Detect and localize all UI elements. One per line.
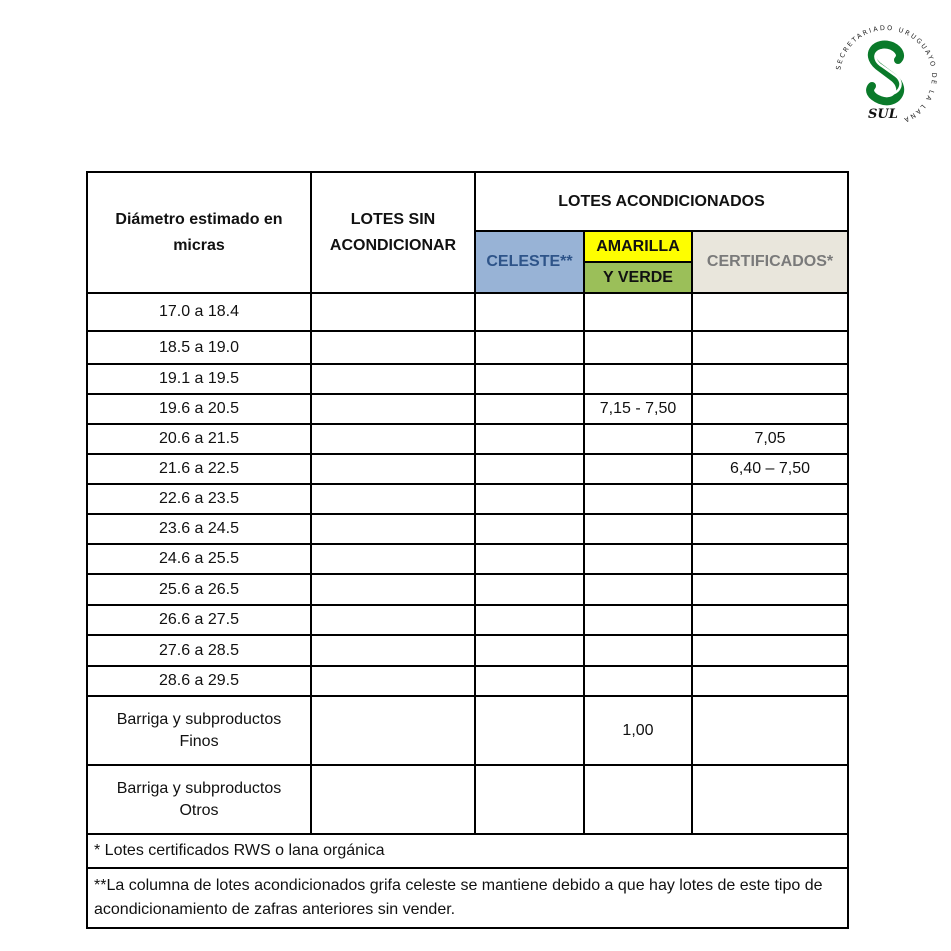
cell-sin (311, 544, 475, 574)
row-label-line-1: Barriga y subproductos (116, 779, 282, 797)
unconditioned-header-label: LOTES SIN ACONDICIONAR (329, 210, 457, 254)
table-row (87, 605, 848, 635)
cell-amarilla (584, 331, 692, 364)
cell-cert (692, 544, 848, 574)
row-label: 17.0 a 18.4 (87, 293, 311, 331)
cell-cert (692, 331, 848, 364)
row-label: 20.6 a 21.5 (87, 424, 311, 454)
table-row (87, 331, 848, 364)
conditioned-group-label: LOTES ACONDICIONADOS (558, 192, 765, 210)
cell-celeste (475, 484, 584, 514)
cell-cert (692, 394, 848, 424)
table-row (87, 424, 848, 454)
cell-celeste (475, 544, 584, 574)
price-table (86, 171, 849, 929)
table-row-barriga-finos (87, 696, 848, 765)
row-label-line-2: Finos (179, 732, 219, 750)
row-label: 22.6 a 23.5 (87, 484, 311, 514)
row-label: 26.6 a 27.5 (87, 605, 311, 635)
cell-amarilla (584, 454, 692, 484)
cell-amarilla (584, 484, 692, 514)
cell-cert (692, 484, 848, 514)
table-row (87, 635, 848, 666)
table-row (87, 574, 848, 605)
cell-amarilla (584, 635, 692, 666)
diameter-header (87, 172, 311, 293)
cell-celeste (475, 765, 584, 834)
certificados-header (692, 231, 848, 293)
cell-celeste (475, 424, 584, 454)
row-label: 19.6 a 20.5 (87, 394, 311, 424)
cell-amarilla (584, 293, 692, 331)
cell-cert (692, 666, 848, 696)
certificados-header-label: CERTIFICADOS* (706, 253, 834, 270)
row-label: 18.5 a 19.0 (87, 331, 311, 364)
cell-cert (692, 293, 848, 331)
cell-sin (311, 514, 475, 544)
cell-amarilla (584, 424, 692, 454)
cell-cert (692, 605, 848, 635)
table-row (87, 394, 848, 424)
cell-cert (692, 765, 848, 834)
cell-amarilla (584, 574, 692, 605)
cell-sin (311, 574, 475, 605)
cell-sin (311, 696, 475, 765)
cell-amarilla (584, 544, 692, 574)
cell-amarilla (584, 666, 692, 696)
cell-celeste (475, 666, 584, 696)
verde-header (584, 262, 692, 293)
cell-amarilla (584, 364, 692, 394)
row-label: 25.6 a 26.5 (87, 574, 311, 605)
table-row (87, 454, 848, 484)
cell-sin (311, 605, 475, 635)
cell-cert (692, 514, 848, 544)
cell-cert: 6,40 – 7,50 (692, 454, 848, 484)
celeste-header (475, 231, 584, 293)
logo-abbr: SUL (868, 107, 898, 122)
table-row (87, 484, 848, 514)
row-label: 28.6 a 29.5 (87, 666, 311, 696)
cell-sin (311, 293, 475, 331)
row-label: 19.1 a 19.5 (87, 364, 311, 394)
footnote-certificados: * Lotes certificados RWS o lana orgánica (87, 834, 848, 868)
table-row-barriga-otros (87, 765, 848, 834)
cell-cert (692, 696, 848, 765)
table-row (87, 666, 848, 696)
cell-celeste (475, 696, 584, 765)
cell-sin (311, 765, 475, 834)
cell-sin (311, 454, 475, 484)
cell-amarilla (584, 605, 692, 635)
cell-celeste (475, 605, 584, 635)
row-label: 21.6 a 22.5 (87, 454, 311, 484)
diameter-header-label: Diámetro estimado en micras (115, 210, 283, 254)
logo-ring-text: SECRETARIADO URUGUAYO DE LA LANA (834, 23, 939, 125)
cell-celeste (475, 394, 584, 424)
row-label: 23.6 a 24.5 (87, 514, 311, 544)
table-row (87, 514, 848, 544)
cell-celeste (475, 454, 584, 484)
amarilla-header (584, 231, 692, 262)
cell-celeste (475, 635, 584, 666)
cell-celeste (475, 293, 584, 331)
cell-sin (311, 424, 475, 454)
row-label-line-1: Barriga y subproductos (116, 710, 282, 728)
row-label: 27.6 a 28.5 (87, 635, 311, 666)
row-label (87, 696, 311, 765)
cell-sin (311, 484, 475, 514)
cell-celeste (475, 331, 584, 364)
cell-celeste (475, 514, 584, 544)
row-label (87, 765, 311, 834)
row-label-line-2: Otros (179, 801, 219, 819)
table-row (87, 293, 848, 331)
footnote-celeste: **La columna de lotes acondicionados grifa celeste se mantiene debido a que hay lotes de este tipo de acondicionamiento de zafras anteriores sin vender. (87, 868, 848, 928)
cell-amarilla (584, 514, 692, 544)
cell-sin (311, 364, 475, 394)
cell-cert: 7,05 (692, 424, 848, 454)
verde-header-label: Y VERDE (603, 268, 673, 286)
cell-sin (311, 394, 475, 424)
cell-cert (692, 364, 848, 394)
table-row (87, 544, 848, 574)
amarilla-header-label: AMARILLA (596, 237, 680, 255)
table-row (87, 364, 848, 394)
cell-amarilla (584, 765, 692, 834)
cell-sin (311, 331, 475, 364)
unconditioned-header (311, 172, 475, 293)
row-label: 24.6 a 25.5 (87, 544, 311, 574)
cell-sin (311, 635, 475, 666)
conditioned-group-header (475, 172, 848, 231)
cell-cert (692, 574, 848, 605)
sul-logo (830, 20, 942, 132)
celeste-header-label: CELESTE** (486, 253, 573, 270)
cell-celeste (475, 364, 584, 394)
cell-sin (311, 666, 475, 696)
cell-celeste (475, 574, 584, 605)
cell-cert (692, 635, 848, 666)
cell-amarilla: 1,00 (584, 696, 692, 765)
cell-amarilla: 7,15 - 7,50 (584, 394, 692, 424)
